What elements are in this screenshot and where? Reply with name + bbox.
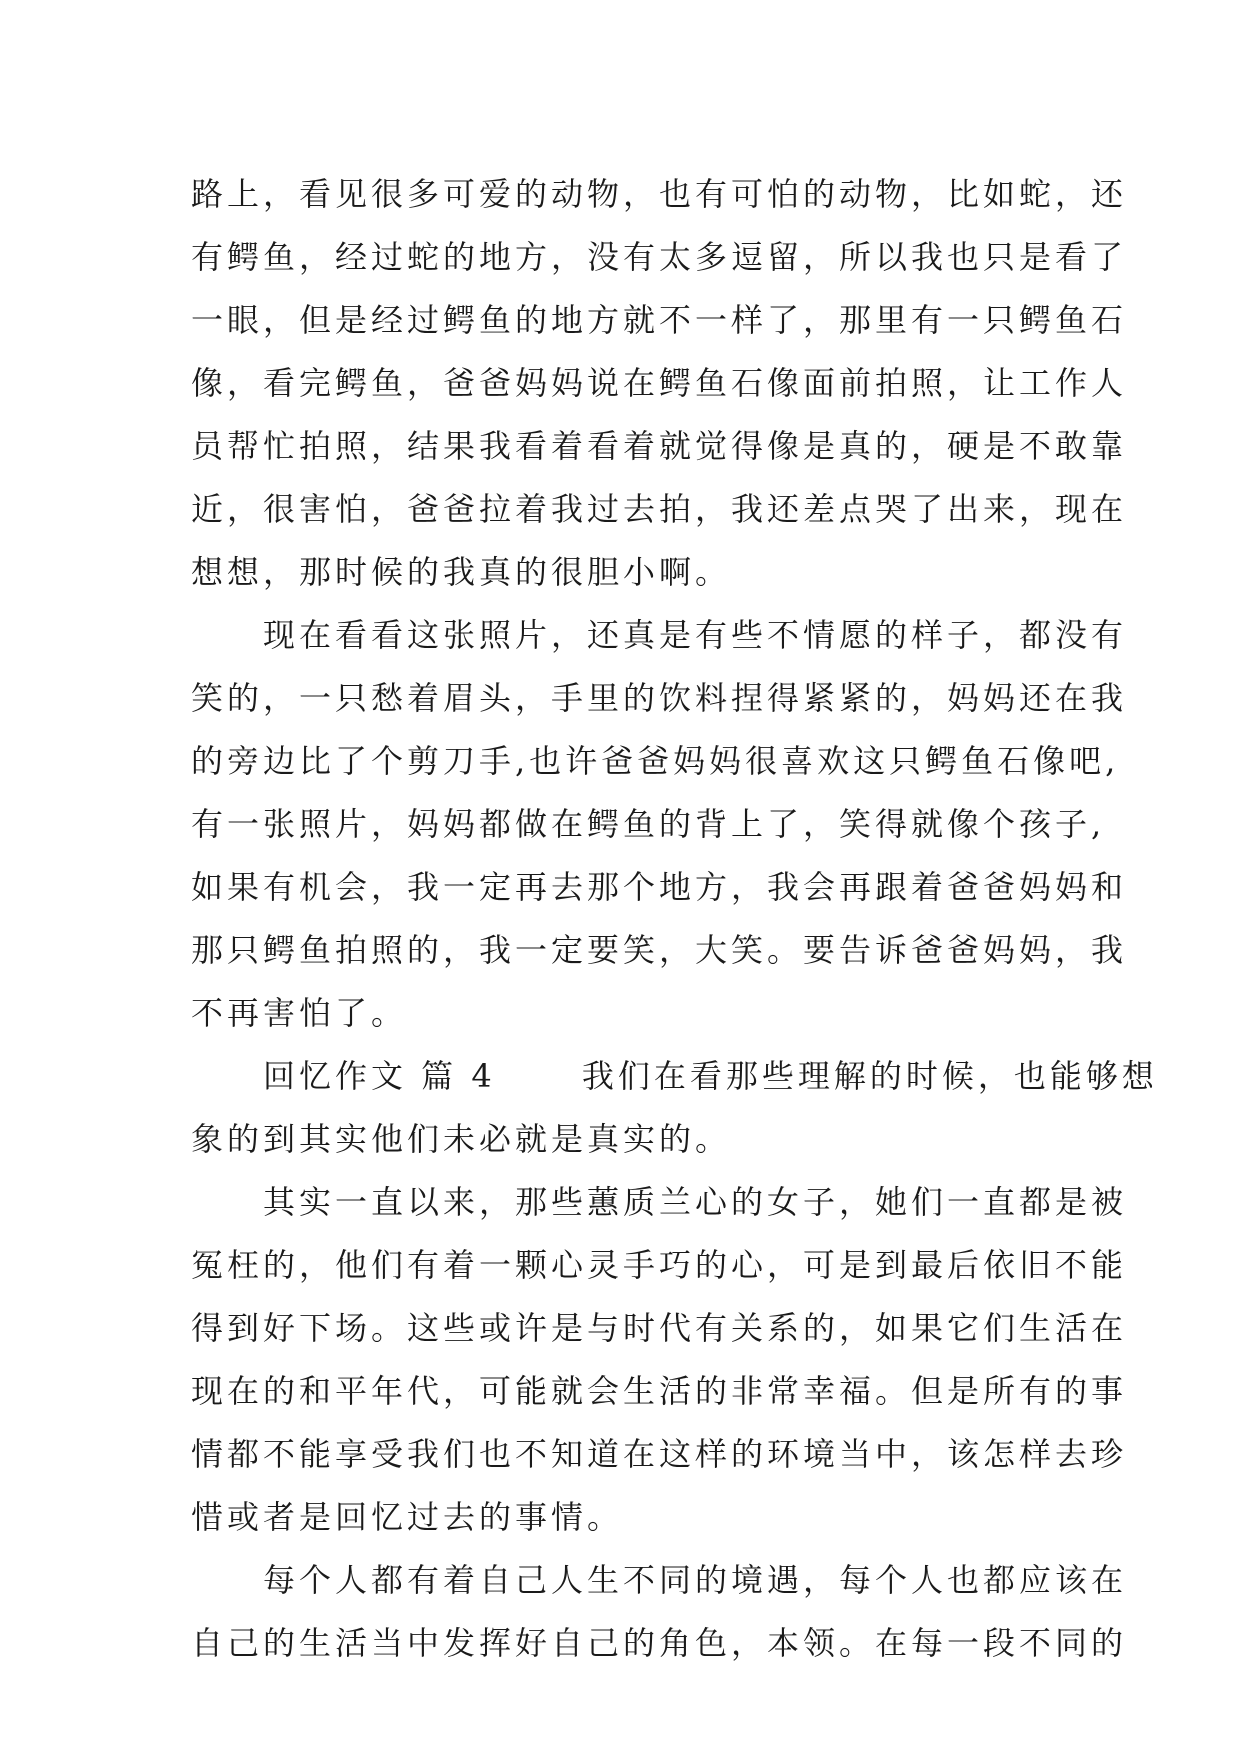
text-line: 像，看完鳄鱼，爸爸妈妈说在鳄鱼石像面前拍照，让工作人 xyxy=(191,364,1128,402)
text-line: 一眼，但是经过鳄鱼的地方就不一样了，那里有一只鳄鱼石 xyxy=(191,301,1128,339)
document-body xyxy=(191,163,1158,1675)
text-line: 有鳄鱼，经过蛇的地方，没有太多逗留，所以我也只是看了 xyxy=(191,238,1128,276)
paragraph-essay-4-heading xyxy=(191,1045,1158,1171)
text-line: 每个人都有着自己人生不同的境遇，每个人也都应该在 xyxy=(191,1561,1128,1599)
paragraph-life-roles xyxy=(191,1549,1128,1675)
text-line: 近，很害怕，爸爸拉着我过去拍，我还差点哭了出来，现在 xyxy=(191,490,1128,528)
paragraph-crocodile-story xyxy=(191,163,1128,604)
paragraph-photo-memory xyxy=(191,604,1128,1045)
text-line: 员帮忙拍照，结果我看着看着就觉得像是真的，硬是不敢靠 xyxy=(191,427,1128,465)
text-line: 现在的和平年代，可能就会生活的非常幸福。但是所有的事 xyxy=(191,1372,1128,1410)
text-line: 那只鳄鱼拍照的，我一定要笑，大笑。要告诉爸爸妈妈，我 xyxy=(191,931,1128,969)
text-line: 情都不能享受我们也不知道在这样的环境当中，该怎样去珍 xyxy=(191,1435,1128,1473)
text-line: 现在看看这张照片，还真是有些不情愿的样子，都没有 xyxy=(191,616,1128,654)
text-line: 冤枉的，他们有着一颗心灵手巧的心，可是到最后依旧不能 xyxy=(191,1246,1128,1284)
text-line: 有一张照片，妈妈都做在鳄鱼的背上了，笑得就像个孩子, xyxy=(191,805,1106,843)
text-line: 想想，那时候的我真的很胆小啊。 xyxy=(191,553,732,591)
text-line: 惜或者是回忆过去的事情。 xyxy=(191,1498,624,1536)
text-line: 得到好下场。这些或许是与时代有关系的，如果它们生活在 xyxy=(191,1309,1128,1347)
text-line: 如果有机会，我一定再去那个地方，我会再跟着爸爸妈妈和 xyxy=(191,868,1128,906)
text-line: 笑的，一只愁着眉头，手里的饮料捏得紧紧的，妈妈还在我 xyxy=(191,679,1128,717)
text-line: 其实一直以来，那些蕙质兰心的女子，她们一直都是被 xyxy=(191,1183,1128,1221)
text-line: 的旁边比了个剪刀手,也许爸爸妈妈很喜欢这只鳄鱼石像吧, xyxy=(191,742,1120,780)
text-line: 回忆作文 篇 4 我们在看那些理解的时候，也能够想 xyxy=(191,1057,1158,1095)
text-line: 自己的生活当中发挥好自己的角色，本领。在每一段不同的 xyxy=(191,1624,1128,1662)
paragraph-women-history xyxy=(191,1171,1128,1549)
text-line: 不再害怕了。 xyxy=(191,994,408,1032)
text-line: 象的到其实他们未必就是真实的。 xyxy=(191,1120,732,1158)
text-line: 路上，看见很多可爱的动物，也有可怕的动物，比如蛇，还 xyxy=(191,175,1128,213)
